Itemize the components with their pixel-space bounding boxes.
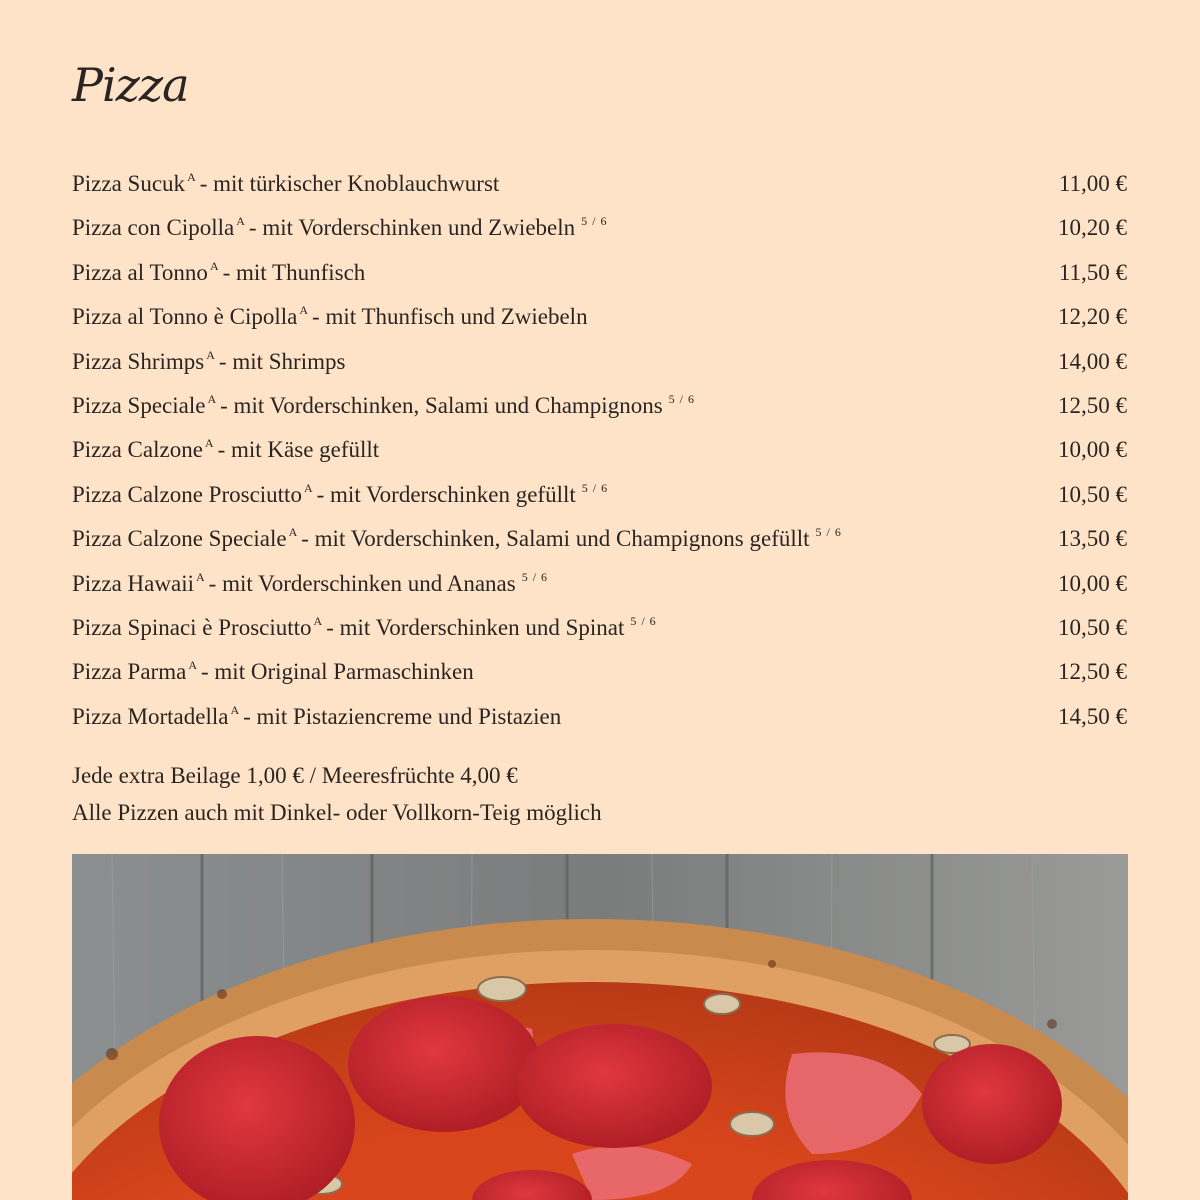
allergen-marker: A (236, 214, 246, 229)
menu-item-price: 11,00 € (1058, 171, 1127, 196)
menu-item-description (72, 336, 345, 381)
menu-item-description (72, 158, 499, 203)
menu-item-price: 14,00 € (1058, 348, 1127, 374)
menu-item-name: Pizza Calzone Prosciutto (72, 481, 302, 507)
menu-item-description (72, 469, 611, 514)
additive-marker: 5 / 6 (581, 480, 609, 495)
menu-item-description (72, 424, 379, 469)
menu-item-name: Pizza Calzone Speciale (72, 526, 287, 552)
allergen-marker: A (303, 480, 314, 495)
menu-item-description (72, 380, 698, 425)
menu-item (72, 336, 1127, 380)
menu-item-name: Pizza Calzone (72, 437, 203, 463)
menu-item (72, 247, 1127, 291)
menu-item-name: Pizza Hawaii (72, 570, 194, 596)
menu-item-desc: - mit türkischer Knoblauchwurst (199, 171, 500, 196)
menu-item (72, 469, 1127, 513)
additive-marker: 5 / 6 (521, 569, 549, 584)
menu-item-desc: - mit Käse gefüllt (217, 437, 380, 463)
menu-item-price: 12,50 € (1058, 392, 1127, 418)
menu-item-price: 12,20 € (1058, 304, 1127, 330)
menu-list (72, 158, 1127, 735)
menu-item-desc: - mit Pistaziencreme und Pistazien (243, 703, 562, 729)
menu-item-name: Pizza Speciale (72, 392, 206, 418)
menu-item-name: Pizza Sucuk (72, 171, 186, 196)
menu-item-name: Pizza al Tonno è Cipolla (72, 304, 298, 330)
allergen-marker: A (288, 525, 299, 540)
menu-item (72, 602, 1127, 646)
menu-item-desc: - mit Vorderschinken und Spinat (326, 614, 625, 640)
allergen-marker: A (299, 303, 310, 318)
menu-item-description (72, 202, 610, 247)
menu-item (72, 691, 1127, 735)
additive-marker: 5 / 6 (581, 214, 608, 229)
menu-item-price: 12,50 € (1058, 659, 1127, 685)
menu-item-desc: - mit Vorderschinken und Zwiebeln (248, 215, 576, 241)
menu-item-description (72, 602, 660, 647)
menu-item (72, 291, 1127, 335)
allergen-marker: A (230, 702, 241, 717)
menu-item-price: 10,20 € (1058, 215, 1127, 241)
menu-item-description (72, 291, 588, 336)
menu-item (72, 646, 1127, 690)
menu-item-price: 10,50 € (1058, 481, 1127, 507)
menu-item-desc: - mit Vorderschinken gefüllt (316, 481, 576, 507)
menu-item-name: Pizza Spinaci è Prosciutto (72, 614, 312, 640)
menu-item-description (72, 558, 551, 603)
note-dough-options: Alle Pizzen auch mit Dinkel- oder Vollkorn-Teig möglich (72, 800, 602, 825)
allergen-marker: A (209, 258, 220, 273)
menu-item-description (72, 646, 474, 691)
menu-item-desc: - mit Vorderschinken, Salami und Champignons gefüllt (301, 526, 810, 552)
pizza-photo (72, 854, 1128, 1200)
menu-item-name: Pizza Shrimps (72, 348, 205, 374)
menu-item-desc: - mit Shrimps (218, 348, 346, 374)
menu-item (72, 558, 1127, 602)
allergen-marker: A (207, 391, 218, 406)
additive-marker: 5 / 6 (815, 525, 842, 540)
menu-item-description (72, 247, 365, 292)
menu-item-name: Pizza al Tonno (72, 259, 208, 285)
menu-item-desc: - mit Thunfisch (222, 259, 366, 285)
menu-item-name: Pizza Mortadella (72, 703, 229, 729)
menu-item-name: Pizza con Cipolla (72, 215, 235, 241)
menu-item-price: 10,00 € (1058, 570, 1127, 596)
additive-marker: 5 / 6 (630, 613, 657, 628)
allergen-marker: A (187, 170, 197, 184)
menu-item-description (72, 513, 845, 558)
menu-item (72, 202, 1127, 246)
menu-item-name: Pizza Parma (72, 659, 187, 685)
menu-item-price: 10,50 € (1058, 614, 1127, 640)
allergen-marker: A (206, 347, 216, 362)
allergen-marker: A (195, 569, 206, 584)
menu-notes (72, 757, 602, 831)
menu-item-desc: - mit Thunfisch und Zwiebeln (312, 304, 588, 330)
menu-item (72, 158, 1127, 202)
menu-item-price: 10,00 € (1058, 437, 1127, 463)
additive-marker: 5 / 6 (668, 391, 695, 406)
menu-item-description (72, 691, 561, 736)
allergen-marker: A (188, 658, 198, 673)
allergen-marker: A (313, 613, 324, 628)
menu-item (72, 424, 1127, 468)
menu-item (72, 513, 1127, 557)
menu-item-desc: - mit Vorderschinken und Ananas (208, 570, 516, 596)
menu-item-price: 14,50 € (1058, 703, 1127, 729)
page-title: Pizza (72, 58, 189, 112)
allergen-marker: A (204, 436, 215, 451)
menu-item-desc: - mit Vorderschinken, Salami und Champignons (220, 392, 663, 418)
menu-item-price: 11,50 € (1058, 259, 1127, 285)
menu-item (72, 380, 1127, 424)
note-extra-toppings: Jede extra Beilage 1,00 € / Meeresfrüchte 4,00 € (72, 763, 518, 788)
menu-item-desc: - mit Original Parmaschinken (201, 659, 474, 685)
menu-item-price: 13,50 € (1058, 526, 1127, 552)
